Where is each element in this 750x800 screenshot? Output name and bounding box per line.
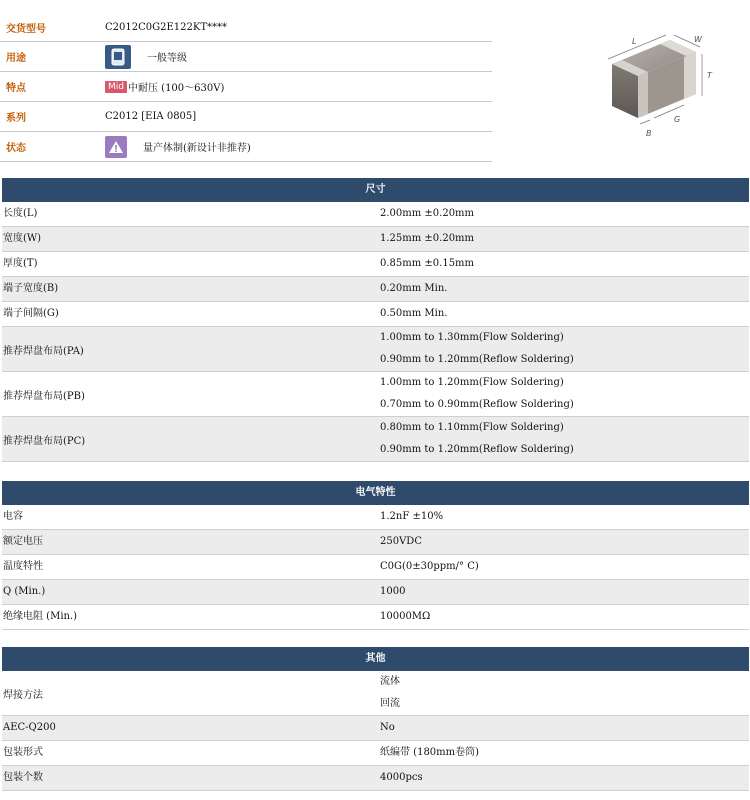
- row-label: 推荐焊盘布局(PB): [3, 390, 85, 402]
- info-label: 系列: [6, 113, 26, 124]
- row-value: 0.80mm to 1.10mm(Flow Soldering): [380, 422, 564, 433]
- chip-dimension-drawing-icon: [598, 26, 728, 146]
- row-value: 0.85mm ±0.15mm: [380, 258, 475, 269]
- row-value: 0.50mm Min.: [380, 308, 448, 319]
- row-value: No: [380, 722, 395, 733]
- table-row: [2, 227, 749, 252]
- row-value: C0G(0±30ppm/° C): [380, 561, 479, 572]
- feature-value: 中耐压 (100～630V): [127, 83, 225, 94]
- row-value: 0.70mm to 0.90mm(Reflow Soldering): [380, 399, 574, 410]
- table-row: [2, 671, 749, 716]
- table-row: [2, 580, 749, 605]
- info-label: 特点: [6, 83, 26, 94]
- series-value: C2012 [EIA 0805]: [105, 111, 197, 122]
- row-value: 0.20mm Min.: [380, 283, 448, 294]
- table-row: [2, 302, 749, 327]
- row-label: 包装形式: [3, 747, 43, 758]
- row-label: Q (Min.): [3, 586, 46, 597]
- table-row: [2, 327, 749, 372]
- row-value: 1.00mm to 1.20mm(Flow Soldering): [380, 377, 564, 388]
- row-label: 包装个数: [3, 772, 43, 783]
- row-label: 额定电压: [3, 536, 43, 547]
- warning-icon: [105, 136, 127, 158]
- info-row-feature: [0, 72, 492, 102]
- row-label: 电容: [3, 511, 23, 522]
- row-label: 焊接方法: [3, 689, 43, 701]
- row-value: 纸编带 (180mm卷筒): [380, 747, 480, 758]
- dimensions-section: [2, 178, 749, 462]
- row-value: 250VDC: [380, 536, 422, 547]
- row-value: 4000pcs: [380, 772, 423, 783]
- row-value: 1.2nF ±10%: [380, 511, 444, 522]
- row-value: 1.00mm to 1.30mm(Flow Soldering): [380, 332, 564, 343]
- info-row-series: [0, 102, 492, 132]
- table-row: [2, 716, 749, 741]
- row-label: 温度特性: [3, 561, 43, 572]
- part-number: C2012C0G2E122KT****: [105, 22, 227, 33]
- row-label: 推荐焊盘布局(PA): [3, 345, 84, 357]
- product-info: [0, 14, 492, 162]
- other-section: [2, 647, 749, 791]
- info-label: 状态: [6, 143, 26, 154]
- row-label: 端子间隔(G): [3, 308, 59, 319]
- table-row: [2, 505, 749, 530]
- table-row: [2, 555, 749, 580]
- row-value: 0.90mm to 1.20mm(Reflow Soldering): [380, 354, 574, 365]
- row-value: 2.00mm ±0.20mm: [380, 208, 475, 219]
- row-label: AEC-Q200: [3, 722, 56, 733]
- info-label: 用途: [6, 53, 26, 64]
- table-row: [2, 202, 749, 227]
- row-value: 回流: [380, 698, 400, 709]
- row-label: 端子宽度(B): [3, 283, 59, 294]
- table-row: [2, 417, 749, 462]
- row-label: 长度(L): [3, 208, 38, 219]
- electrical-section: [2, 481, 749, 630]
- table-row: [2, 766, 749, 791]
- info-row-part-number: [0, 14, 492, 42]
- row-label: 绝缘电阻 (Min.): [3, 611, 78, 622]
- row-label: 厚度(T): [3, 258, 38, 269]
- info-row-application: [0, 42, 492, 72]
- row-value: 流体: [380, 676, 400, 687]
- application-value: 一般等级: [147, 53, 187, 64]
- length-label: L: [632, 37, 637, 46]
- section-header-other: 其他: [2, 647, 749, 671]
- info-row-status: [0, 132, 492, 162]
- table-row: [2, 252, 749, 277]
- section-header-dimensions: 尺寸: [2, 178, 749, 202]
- table-row: [2, 372, 749, 417]
- status-value: 量产体制(新设计非推荐): [143, 143, 251, 154]
- info-label: 交货型号: [6, 24, 46, 35]
- table-row: [2, 741, 749, 766]
- row-value: 1.25mm ±0.20mm: [380, 233, 475, 244]
- row-label: 推荐焊盘布局(PC): [3, 435, 86, 447]
- thickness-label: T: [707, 71, 712, 80]
- table-row: [2, 605, 749, 630]
- terminal-gap-label: G: [674, 115, 681, 124]
- phone-chip-icon: [105, 45, 131, 69]
- row-label: 宽度(W): [3, 233, 42, 244]
- section-header-electrical: 电气特性: [2, 481, 749, 505]
- row-value: 10000MΩ: [380, 611, 431, 622]
- mid-voltage-badge: Mid: [105, 81, 127, 93]
- row-value: 0.90mm to 1.20mm(Reflow Soldering): [380, 444, 574, 455]
- table-row: [2, 530, 749, 555]
- width-label: W: [694, 35, 702, 44]
- terminal-width-label: B: [646, 129, 652, 138]
- table-row: [2, 277, 749, 302]
- row-value: 1000: [380, 586, 406, 597]
